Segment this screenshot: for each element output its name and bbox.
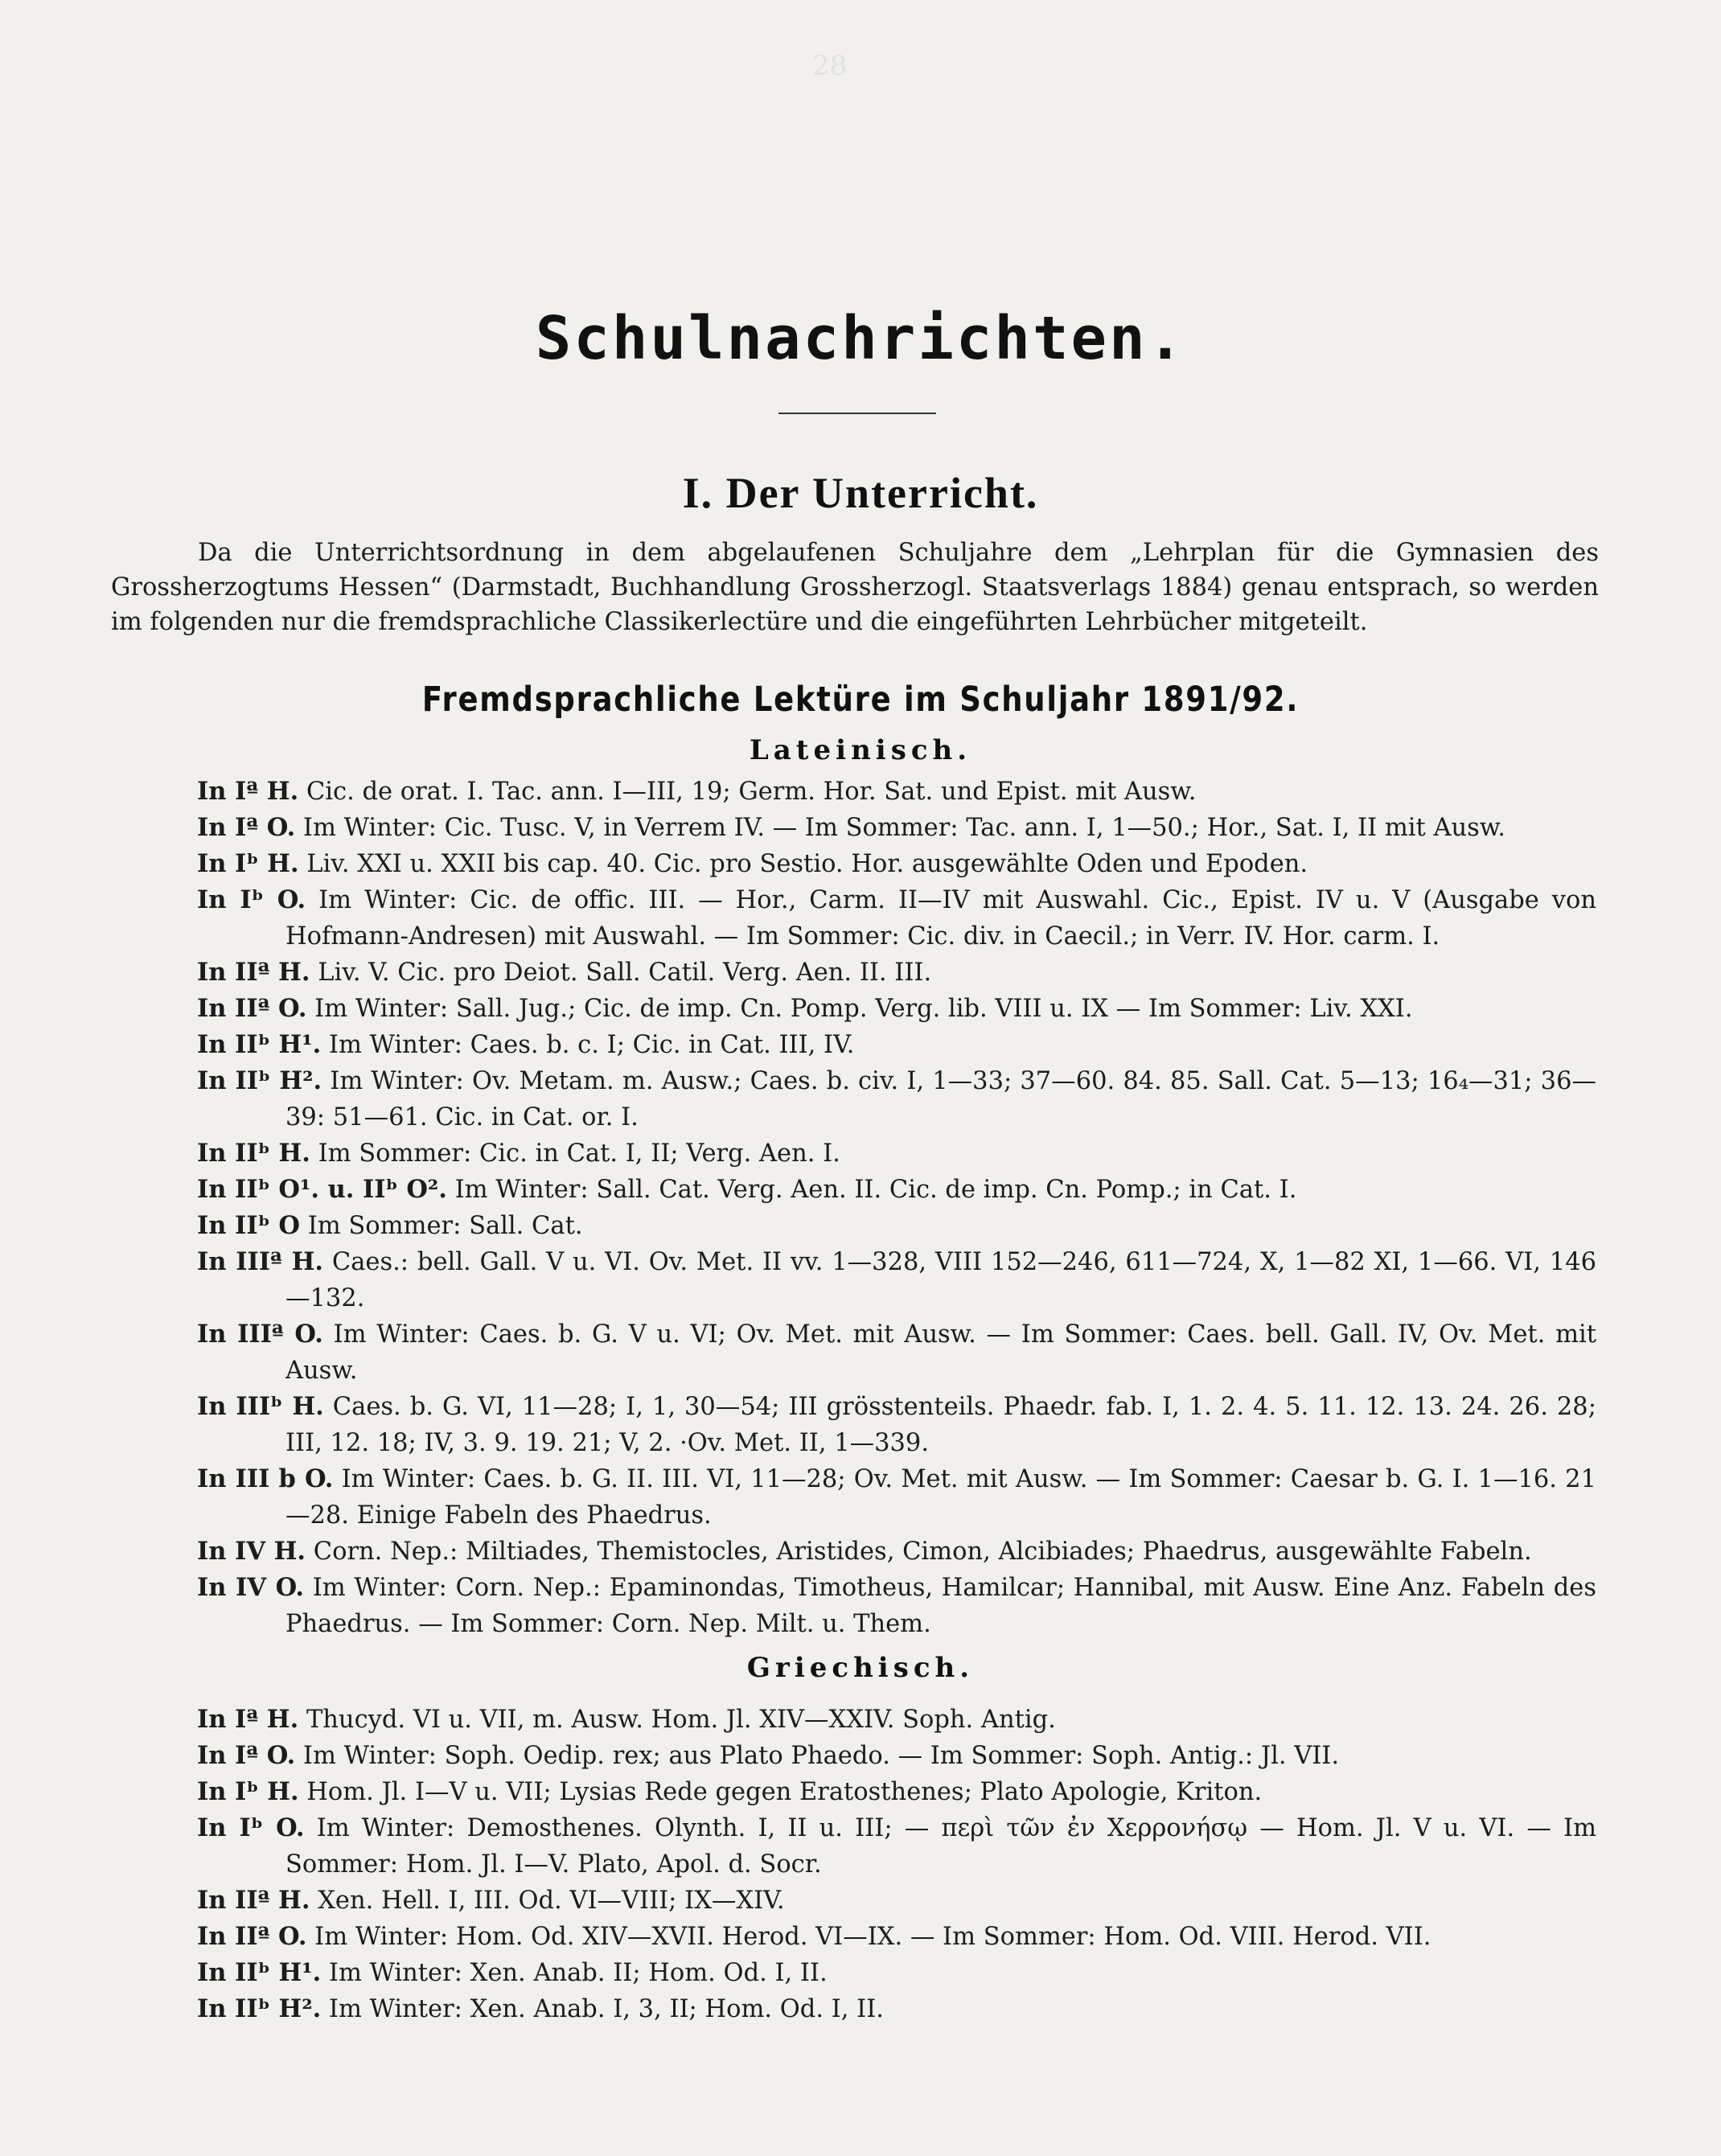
page-number: 28 — [812, 50, 848, 82]
greek-list — [197, 1702, 1596, 2027]
intro-paragraph — [111, 536, 1599, 639]
latin-entry: In IIIᵇ H. Caes. b. G. VI, 11—28; I, 1, 30—54; III grösstenteils. Phaedr. fab. I, 1. 2. 4. 5. 11. 12. 13. 24. 26. 28; III, 12. 18; IV, 3. 9. 19. 21; V, 2. ·Ov. Met. II, 1—339. — [197, 1392, 1596, 1457]
latin-entry: In IV H. Corn. Nep.: Miltiades, Themistocles, Aristides, Cimon, Alcibiades; Phaedrus, ausgewählte Fabeln. — [197, 1537, 1532, 1566]
greek-entry: In Iª O. Im Winter: Soph. Oedip. rex; aus Plato Phaedo. — Im Sommer: Soph. Antig.: Jl. VII. — [197, 1741, 1340, 1770]
latin-entry: In IIIª O. Im Winter: Caes. b. G. V u. VI; Ov. Met. mit Ausw. — Im Sommer: Caes. bell. Gall. IV, Ov. Met. mit Ausw. — [197, 1320, 1597, 1385]
latin-entry: In IIª H. Liv. V. Cic. pro Deiot. Sall. Catil. Verg. Aen. II. III. — [197, 958, 932, 987]
title-rule — [778, 413, 936, 414]
greek-entry: In Iᵇ H. Hom. Jl. I—V u. VII; Lysias Rede gegen Eratosthenes; Plato Apologie, Kriton. — [197, 1777, 1263, 1806]
reading-list-title: Fremdsprachliche Lektüre im Schuljahr 1891/92. — [421, 680, 1300, 720]
latin-entry: In IIᵇ O¹. u. IIᵇ O². Im Winter: Sall. Cat. Verg. Aen. II. Cic. de imp. Cn. Pomp.; in Cat. I. — [197, 1175, 1297, 1204]
latin-entry: In IIIª H. Caes.: bell. Gall. V u. VI. Ov. Met. II vv. 1—328, VIII 152—246, 611—724, X, 1—82 XI, 1—66. VI, 146—132. — [197, 1247, 1597, 1312]
greek-entry: In Iª H. Thucyd. VI u. VII, m. Ausw. Hom. Jl. XIV—XXIV. Soph. Antig. — [197, 1705, 1056, 1734]
greek-entry: In IIª O. Im Winter: Hom. Od. XIV—XVII. Herod. VI—IX. — Im Sommer: Hom. Od. VIII. Herod. VII. — [197, 1922, 1431, 1951]
latin-entry: In Iᵇ O. Im Winter: Cic. de offic. III. — Hor., Carm. II—IV mit Auswahl. Cic., Epist. IV u. V (Ausgabe von Hofmann-Andresen) mit Auswahl. — Im Sommer: Cic. div. in Caecil.; in Verr. IV. Hor. carm. I. — [197, 885, 1596, 951]
greek-entry: In Iᵇ O. Im Winter: Demosthenes. Olynth. I, II u. III; — περὶ τῶν ἐν Χερρονήσῳ — Hom. Jl. V u. VI. — Im Sommer: Hom. Jl. I—V. Plato, Apol. d. Socr. — [197, 1813, 1596, 1879]
latin-entry: In IIᵇ O Im Sommer: Sall. Cat. — [197, 1211, 583, 1240]
latin-entry: In IV O. Im Winter: Corn. Nep.: Epaminondas, Timotheus, Hamilcar; Hannibal, mit Ausw. Eine Anz. Fabeln des Phaedrus. — Im Sommer: Corn. Nep. Milt. u. Them. — [197, 1573, 1596, 1638]
latin-entry: In Iª H. Cic. de orat. I. Tac. ann. I—III, 19; Germ. Hor. Sat. und Epist. mit Ausw. — [197, 777, 1197, 806]
latin-list — [197, 774, 1596, 1642]
greek-entry: In IIᵇ H¹. Im Winter: Xen. Anab. II; Hom. Od. I, II. — [197, 1958, 828, 1987]
greek-entry: In IIª H. Xen. Hell. I, III. Od. VI—VIII; IX—XIV. — [197, 1886, 785, 1915]
latin-entry: In Iª O. Im Winter: Cic. Tusc. V, in Verrem IV. — Im Sommer: Tac. ann. I, 1—50.; Hor., Sat. I, II mit Ausw. — [197, 813, 1505, 842]
page-title: Schulnachrichten. — [535, 304, 1186, 373]
intro-text: Da die Unterrichtsordnung in dem abgelaufenen Schuljahre dem „Lehrplan für die Gymnasien des Grossherzogtums Hessen“ (Darmstadt, Buchhandlung Grossherzogl. Staatsverlags 1884) genau entsprach, so werden im folgenden nur die fremdsprachliche Classikerlectüre und die eingeführten Lehrbücher mitgeteilt. — [111, 539, 1599, 636]
greek-heading: Griechisch. — [746, 1652, 975, 1684]
latin-entry: In IIᵇ H¹. Im Winter: Caes. b. c. I; Cic. in Cat. III, IV. — [197, 1030, 855, 1059]
latin-entry: In IIᵇ H². Im Winter: Ov. Metam. m. Ausw.; Caes. b. civ. I, 1—33; 37—60. 84. 85. Sall. Cat. 5—13; 16₄—31; 36—39: 51—61. Cic. in Cat. or. I. — [197, 1066, 1596, 1131]
latin-entry: In IIᵇ H. Im Sommer: Cic. in Cat. I, II; Verg. Aen. I. — [197, 1139, 840, 1168]
section-title: I. Der Unterricht. — [682, 469, 1039, 517]
latin-entry: In Iᵇ H. Liv. XXI u. XXII bis cap. 40. Cic. pro Sestio. Hor. ausgewählte Oden und Epoden. — [197, 849, 1308, 878]
latin-heading: Lateinisch. — [749, 734, 972, 766]
latin-entry: In III b O. Im Winter: Caes. b. G. II. III. VI, 11—28; Ov. Met. mit Ausw. — Im Sommer: Caesar b. G. I. 1—16. 21—28. Einige Fabeln des Phaedrus. — [197, 1464, 1596, 1530]
greek-entry: In IIᵇ H². Im Winter: Xen. Anab. I, 3, II; Hom. Od. I, II. — [197, 1994, 884, 2023]
latin-entry: In IIª O. Im Winter: Sall. Jug.; Cic. de imp. Cn. Pomp. Verg. lib. VIII u. IX — Im Sommer: Liv. XXI. — [197, 994, 1413, 1023]
